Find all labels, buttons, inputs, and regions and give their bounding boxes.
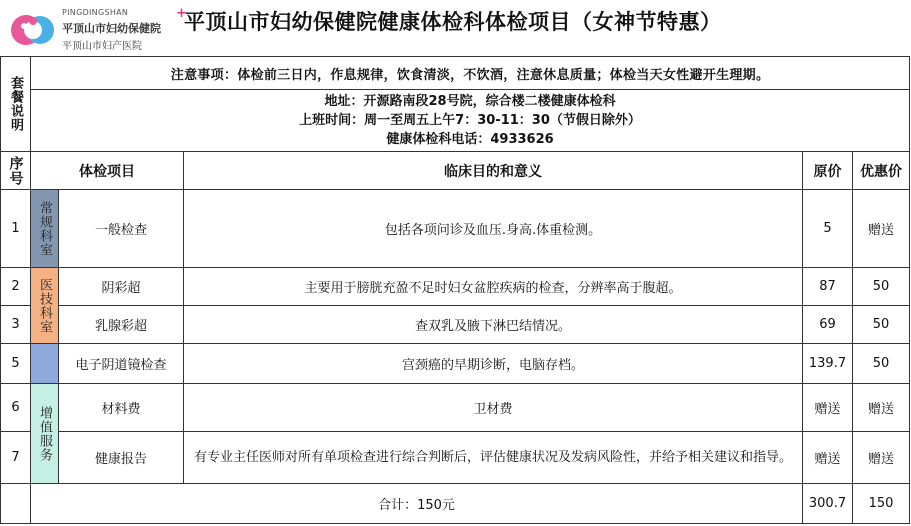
- header-row: [1, 152, 910, 190]
- row-discount: 赠送: [853, 384, 910, 432]
- category-medtech: 医技科室: [37, 277, 52, 334]
- row-no: 6: [1, 384, 31, 432]
- notice-text: 注意事项：体检前三日内，作息规律，饮食清淡，不饮酒，注意休息质量；体检当天女性避开生理期。: [31, 57, 910, 90]
- row-discount: 50: [853, 306, 910, 344]
- row-price: 5: [803, 190, 853, 268]
- logo-english: PINGDINGSHAN: [62, 8, 129, 17]
- row-discount: 赠送: [853, 190, 910, 268]
- category-routine: 常规科室: [37, 200, 52, 257]
- row-price: 87: [803, 268, 853, 306]
- row-no: 5: [1, 344, 31, 384]
- package-label: 套餐说明: [8, 76, 23, 132]
- hours-text: 上班时间：周一至周五上午7：30-11：30（节假日除外）: [299, 113, 641, 128]
- row-purpose: 有专业主任医师对所有单项检查进行综合判断后，评估健康状况及发病风险性，并给予相关建议和指导。: [184, 432, 803, 484]
- row-purpose: 主要用于膀胱充盈不足时妇女盆腔疾病的检查，分辨率高于腹超。: [184, 268, 803, 306]
- row-item: 阴彩超: [59, 268, 184, 306]
- table-row: [1, 306, 910, 344]
- header-price: 原价: [803, 152, 853, 190]
- category-addon-cell: [31, 384, 59, 484]
- info-cell: [31, 90, 910, 152]
- table-row: [1, 384, 910, 432]
- category-medtech-cell: [31, 268, 59, 344]
- category-blank-cell: [31, 344, 59, 384]
- row-purpose: 查双乳及腋下淋巴结情况。: [184, 306, 803, 344]
- total-label: 合计：150元: [31, 484, 803, 524]
- row-price: 139.7: [803, 344, 853, 384]
- row-no: 3: [1, 306, 31, 344]
- logo-hospital-subname: 平顶山市妇产医院: [62, 41, 142, 52]
- row-purpose: 宫颈癌的早期诊断，电脑存档。: [184, 344, 803, 384]
- header-purpose: 临床目的和意义: [184, 152, 803, 190]
- row-discount: 赠送: [853, 432, 910, 484]
- table-row: [1, 432, 910, 484]
- row-item: 乳腺彩超: [59, 306, 184, 344]
- logo-plus-icon: +: [176, 6, 187, 21]
- row-item: 健康报告: [59, 432, 184, 484]
- phone-text: 健康体检科电话：4933626: [386, 132, 554, 147]
- row-price: 赠送: [803, 384, 853, 432]
- logo-mark-icon: [10, 8, 56, 52]
- table-row: [1, 190, 910, 268]
- table-row: [1, 344, 910, 384]
- row-no: 2: [1, 268, 31, 306]
- table-row: [1, 268, 910, 306]
- category-routine-cell: [31, 190, 59, 268]
- row-price: 69: [803, 306, 853, 344]
- row-item: 电子阴道镜检查: [59, 344, 184, 384]
- page-title: 平顶山市妇幼保健院健康体检科体检项目（女神节特惠）: [184, 10, 722, 34]
- row-purpose: 卫材费: [184, 384, 803, 432]
- header-no-cell: [1, 152, 31, 190]
- info-row: [1, 90, 910, 152]
- total-price: 300.7: [803, 484, 853, 524]
- total-discount: 150: [853, 484, 910, 524]
- row-item: 一般检查: [59, 190, 184, 268]
- total-row: [1, 484, 910, 524]
- total-empty-no: [1, 484, 31, 524]
- row-discount: 50: [853, 268, 910, 306]
- logo-hospital-name: 平顶山市妇幼保健院: [62, 22, 161, 35]
- header-discount: 优惠价: [853, 152, 910, 190]
- header-no: 序号: [7, 155, 24, 186]
- row-no: 1: [1, 190, 31, 268]
- header-item: 体检项目: [31, 152, 184, 190]
- address-text: 地址：开源路南段28号院，综合楼二楼健康体检科: [324, 94, 616, 109]
- category-addon: 增值服务: [37, 405, 52, 462]
- notice-row: [1, 57, 910, 90]
- hospital-logo: [10, 6, 187, 52]
- row-purpose: 包括各项问诊及血压.身高.体重检测。: [184, 190, 803, 268]
- package-label-cell: [1, 57, 31, 152]
- header: [0, 0, 911, 58]
- row-item: 材料费: [59, 384, 184, 432]
- checkup-table: [0, 56, 910, 524]
- row-price: 赠送: [803, 432, 853, 484]
- row-no: 7: [1, 432, 31, 484]
- row-discount: 50: [853, 344, 910, 384]
